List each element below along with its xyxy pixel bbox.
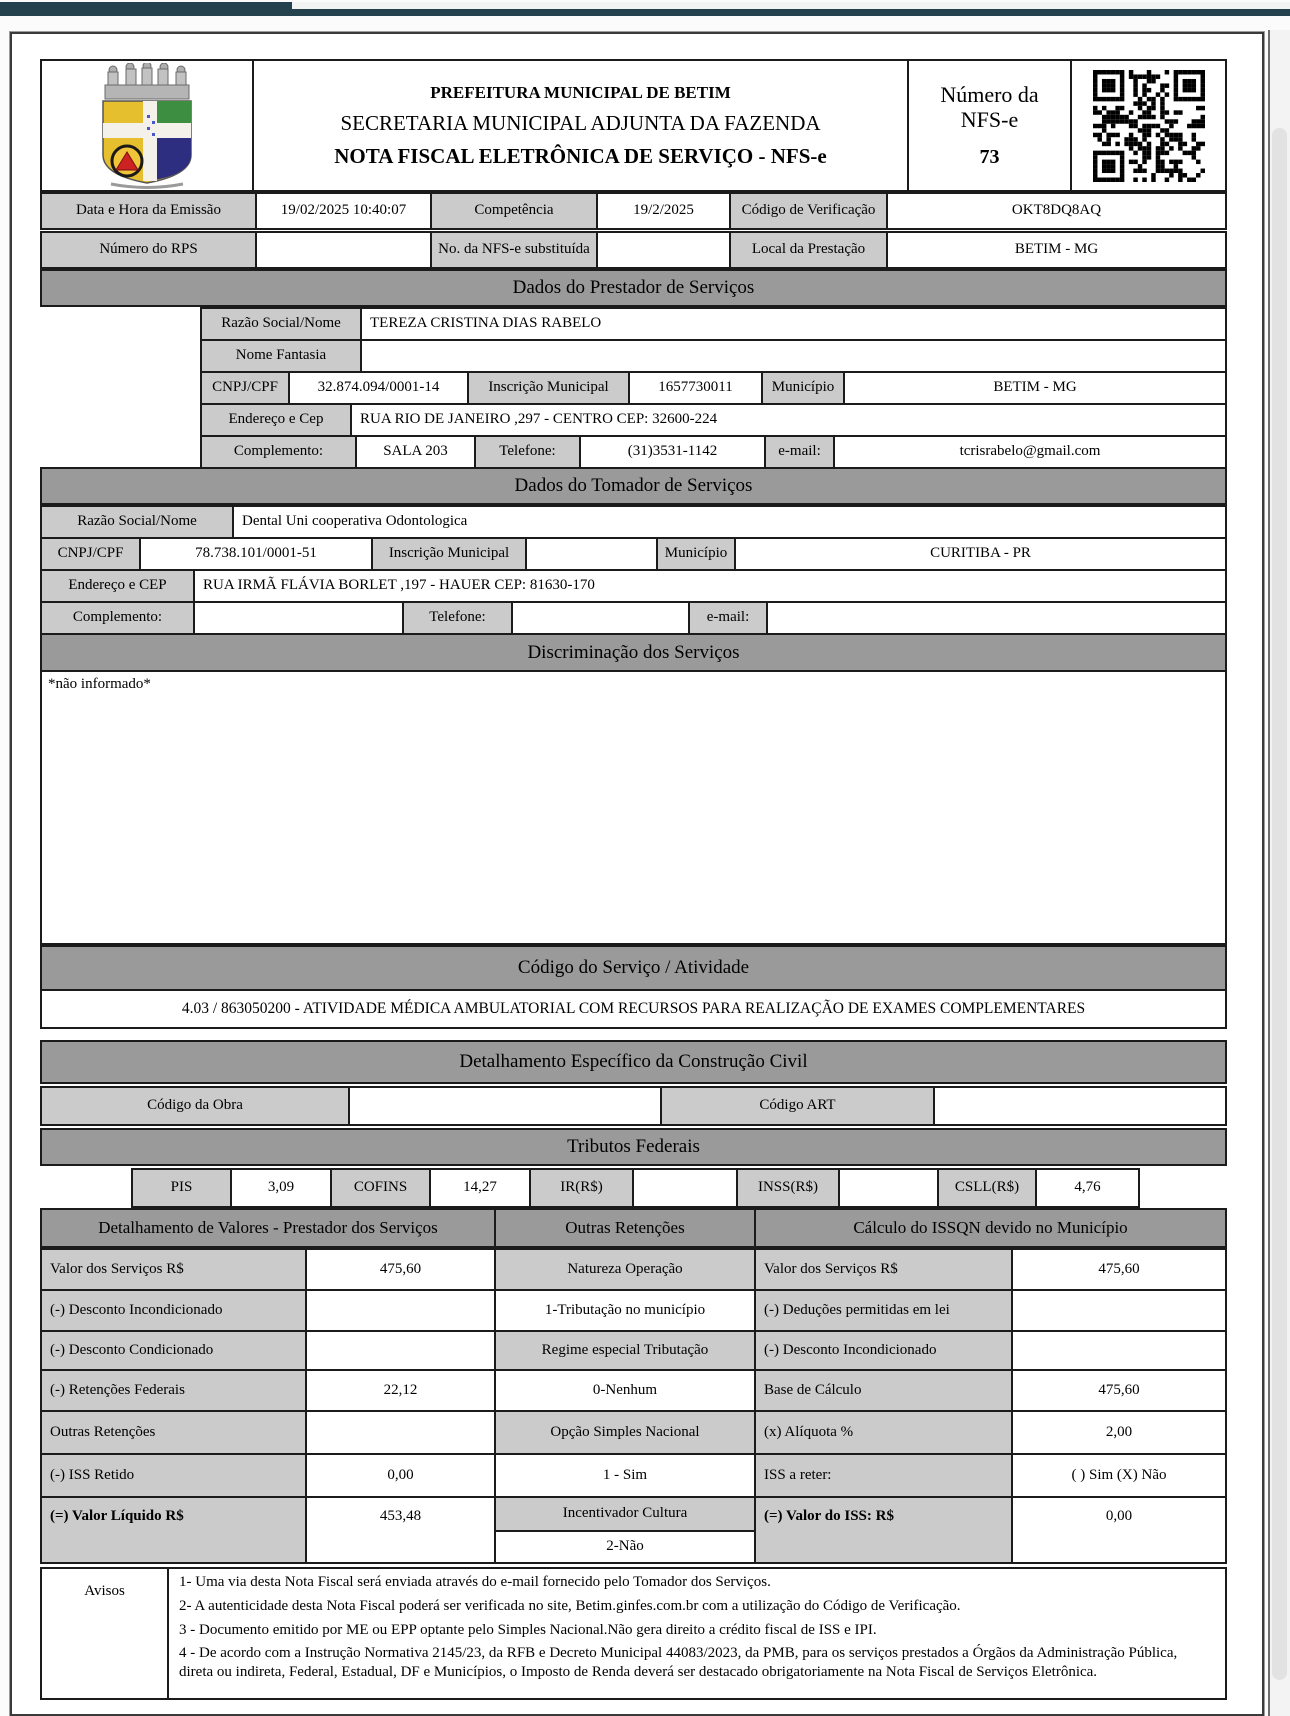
- section-outras-retencoes: Outras Retenções: [494, 1208, 756, 1248]
- valor-liquido-label: (=) Valor Líquido R$: [40, 1496, 307, 1564]
- cofins-value: 14,27: [429, 1168, 531, 1208]
- natureza-operacao-label: Natureza Operação: [494, 1248, 756, 1291]
- nfse-number-cell: [907, 59, 1072, 192]
- invoice-page: [10, 32, 1264, 1716]
- aviso-line: 4 - De acordo com a Instrução Normativa 2145/23, da RFB e Decreto Municipal 44083/2023, da PMB, para os serviços prestados a Órgãos da Administração Pública, direta ou indireta, Federal, Estadual, DF e Municípios, o Imposto de Renda deverá ser destacado obrigatoriamente na Nota Fiscal de Serviços Eletrônica.: [179, 1645, 1178, 1680]
- aliquota-value: 2,00: [1011, 1410, 1227, 1455]
- tomador-telefone-value: [511, 601, 690, 635]
- prestador-cnpj-value: 32.874.094/0001-14: [288, 371, 469, 405]
- valor-iss-value: 0,00: [1011, 1496, 1227, 1564]
- section-codigo-servico: Código do Serviço / Atividade: [40, 945, 1227, 991]
- tomador-im-value: [525, 537, 658, 571]
- valor-servicos-value: 475,60: [305, 1248, 496, 1291]
- regime-especial-label: Regime especial Tributação: [494, 1330, 756, 1371]
- tomador-municipio-label: Município: [656, 537, 736, 571]
- iss-a-reter-label: ISS a reter:: [754, 1453, 1013, 1498]
- rps-value: [255, 231, 432, 269]
- betim-coat-of-arms-icon: [91, 63, 203, 189]
- prestador-fantasia-value: [360, 339, 1227, 373]
- nfse-number-value: 73: [979, 146, 1000, 169]
- doc-title: NOTA FISCAL ELETRÔNICA DE SERVIÇO - NFS-e: [334, 144, 827, 169]
- ir-label: IR(R$): [529, 1168, 634, 1208]
- obra-label: Código da Obra: [40, 1086, 350, 1126]
- tomador-razao-value: Dental Uni cooperativa Odontologica: [232, 505, 1227, 539]
- competencia-value: 19/2/2025: [596, 192, 731, 230]
- avisos-label: Avisos: [40, 1567, 169, 1700]
- issqn-desc-incond-value: [1011, 1330, 1227, 1371]
- inss-value: [838, 1168, 939, 1208]
- browser-tab-notch: [292, 2, 1290, 9]
- section-issqn: Cálculo do ISSQN devido no Município: [754, 1208, 1227, 1248]
- aviso-line: 1- Uma via desta Nota Fiscal será enviada através do e-mail fornecido pelo Tomador dos Serviços.: [179, 1574, 771, 1590]
- tomador-endereco-label: Endereço e CEP: [40, 569, 195, 603]
- simples-nacional-value: 1 - Sim: [494, 1453, 756, 1498]
- tomador-endereco-value: RUA IRMÃ FLÁVIA BORLET ,197 - HAUER CEP: 81630-170: [193, 569, 1227, 603]
- codigo-servico-value: 4.03 / 863050200 - ATIVIDADE MÉDICA AMBULATORIAL COM RECURSOS PARA REALIZAÇÃO DE EXAMES COMPLEMENTARES: [40, 989, 1227, 1029]
- section-discriminacao: Discriminação dos Serviços: [40, 633, 1227, 672]
- desc-cond-label: (-) Desconto Condicionado: [40, 1330, 307, 1371]
- local-label: Local da Prestação: [729, 231, 888, 269]
- obra-value: [348, 1086, 662, 1126]
- simples-nacional-label: Opção Simples Nacional: [494, 1410, 756, 1455]
- emissao-label: Data e Hora da Emissão: [40, 192, 257, 230]
- outras-ret-label: Outras Retenções: [40, 1410, 307, 1455]
- valor-servicos-label: Valor dos Serviços R$: [40, 1248, 307, 1291]
- tomador-cnpj-value: 78.738.101/0001-51: [139, 537, 373, 571]
- prestador-cnpj-label: CNPJ/CPF: [200, 371, 290, 405]
- prestador-razao-value: TEREZA CRISTINA DIAS RABELO: [360, 307, 1227, 341]
- header-titles: [252, 59, 909, 192]
- tomador-complemento-label: Complemento:: [40, 601, 195, 635]
- prestador-im-value: 1657730011: [628, 371, 763, 405]
- ret-federais-label: (-) Retenções Federais: [40, 1369, 307, 1412]
- nfse-number-label-2: NFS-e: [960, 107, 1019, 132]
- csll-label: CSLL(R$): [937, 1168, 1037, 1208]
- deducoes-value: [1011, 1289, 1227, 1332]
- aliquota-label: (x) Alíquota %: [754, 1410, 1013, 1455]
- issqn-valor-servicos-value: 475,60: [1011, 1248, 1227, 1291]
- natureza-operacao-value: 1-Tributação no município: [494, 1289, 756, 1332]
- competencia-label: Competência: [430, 192, 598, 230]
- cofins-label: COFINS: [330, 1168, 431, 1208]
- substituida-label: No. da NFS-e substituída: [430, 231, 598, 269]
- tomador-municipio-value: CURITIBA - PR: [734, 537, 1227, 571]
- verificacao-label: Código de Verificação: [729, 192, 888, 230]
- iss-retido-label: (-) ISS Retido: [40, 1453, 307, 1498]
- prestador-complemento-label: Complemento:: [200, 435, 357, 469]
- section-tomador: Dados do Tomador de Serviços: [40, 467, 1227, 505]
- incentivador-cultura-label: Incentivador Cultura: [494, 1496, 756, 1532]
- prestador-telefone-label: Telefone:: [474, 435, 581, 469]
- inss-label: INSS(R$): [736, 1168, 840, 1208]
- desc-incond-value: [305, 1289, 496, 1332]
- verificacao-value: OKT8DQ8AQ: [886, 192, 1227, 230]
- qr-code-icon: [1093, 70, 1205, 182]
- scrollbar-thumb[interactable]: [1272, 128, 1287, 1680]
- tomador-email-value: [766, 601, 1227, 635]
- section-valores-prestador: Detalhamento de Valores - Prestador dos Serviços: [40, 1208, 496, 1248]
- art-label: Código ART: [660, 1086, 935, 1126]
- valor-liquido-value: 453,48: [305, 1496, 496, 1564]
- qr-cell: [1070, 59, 1227, 192]
- iss-retido-value: 0,00: [305, 1453, 496, 1498]
- prestador-email-label: e-mail:: [764, 435, 835, 469]
- ir-value: [632, 1168, 738, 1208]
- pis-value: 3,09: [230, 1168, 332, 1208]
- aviso-line: 3 - Documento emitido por ME ou EPP optante pelo Simples Nacional.Não gera direito a crédito fiscal de ISS e IPI.: [179, 1621, 877, 1638]
- issqn-desc-incond-label: (-) Desconto Incondicionado: [754, 1330, 1013, 1371]
- regime-especial-value: 0-Nenhum: [494, 1369, 756, 1412]
- desc-cond-value: [305, 1330, 496, 1371]
- tomador-cnpj-label: CNPJ/CPF: [40, 537, 141, 571]
- prestador-endereco-label: Endereço e Cep: [200, 403, 352, 437]
- org-dept: SECRETARIA MUNICIPAL ADJUNTA DA FAZENDA: [340, 111, 821, 136]
- discriminacao-body: *não informado*: [40, 670, 1227, 945]
- tomador-im-label: Inscrição Municipal: [371, 537, 527, 571]
- prestador-razao-label: Razão Social/Nome: [200, 307, 362, 341]
- incentivador-cultura-value: 2-Não: [494, 1530, 756, 1564]
- csll-value: 4,76: [1035, 1168, 1140, 1208]
- emissao-value: 19/02/2025 10:40:07: [255, 192, 432, 230]
- prestador-fantasia-label: Nome Fantasia: [200, 339, 362, 373]
- desc-incond-label: (-) Desconto Incondicionado: [40, 1289, 307, 1332]
- prestador-complemento-value: SALA 203: [355, 435, 476, 469]
- base-calculo-label: Base de Cálculo: [754, 1369, 1013, 1412]
- rps-label: Número do RPS: [40, 231, 257, 269]
- tomador-complemento-value: [193, 601, 404, 635]
- outras-ret-value: [305, 1410, 496, 1455]
- prestador-endereco-value: RUA RIO DE JANEIRO ,297 - CENTRO CEP: 32600-224: [350, 403, 1227, 437]
- deducoes-label: (-) Deduções permitidas em lei: [754, 1289, 1013, 1332]
- prestador-municipio-value: BETIM - MG: [843, 371, 1227, 405]
- issqn-valor-servicos-label: Valor dos Serviços R$: [754, 1248, 1013, 1291]
- ret-federais-value: 22,12: [305, 1369, 496, 1412]
- tomador-email-label: e-mail:: [688, 601, 768, 635]
- art-value: [933, 1086, 1227, 1126]
- section-prestador: Dados do Prestador de Serviços: [40, 269, 1227, 307]
- tomador-telefone-label: Telefone:: [402, 601, 513, 635]
- prestador-telefone-value: (31)3531-1142: [579, 435, 766, 469]
- prestador-im-label: Inscrição Municipal: [467, 371, 630, 405]
- section-tributos: Tributos Federais: [40, 1128, 1227, 1166]
- section-construcao: Detalhamento Específico da Construção Civil: [40, 1040, 1227, 1084]
- local-value: BETIM - MG: [886, 231, 1227, 269]
- tomador-razao-label: Razão Social/Nome: [40, 505, 234, 539]
- avisos-body: [167, 1567, 1227, 1700]
- prestador-email-value: tcrisrabelo@gmail.com: [833, 435, 1227, 469]
- coat-of-arms-cell: [40, 59, 254, 192]
- substituida-value: [596, 231, 731, 269]
- iss-a-reter-value: ( ) Sim (X) Não: [1011, 1453, 1227, 1498]
- base-calculo-value: 475,60: [1011, 1369, 1227, 1412]
- valor-iss-label: (=) Valor do ISS: R$: [754, 1496, 1013, 1564]
- prestador-municipio-label: Município: [761, 371, 845, 405]
- nfse-number-label-1: Número da: [940, 81, 1039, 107]
- pis-label: PIS: [131, 1168, 232, 1208]
- aviso-line: 2- A autenticidade desta Nota Fiscal poderá ser verificada no site, Betim.ginfes.com.br com a utilização do Código de Verificação.: [179, 1597, 961, 1614]
- org-name: PREFEITURA MUNICIPAL DE BETIM: [430, 82, 731, 102]
